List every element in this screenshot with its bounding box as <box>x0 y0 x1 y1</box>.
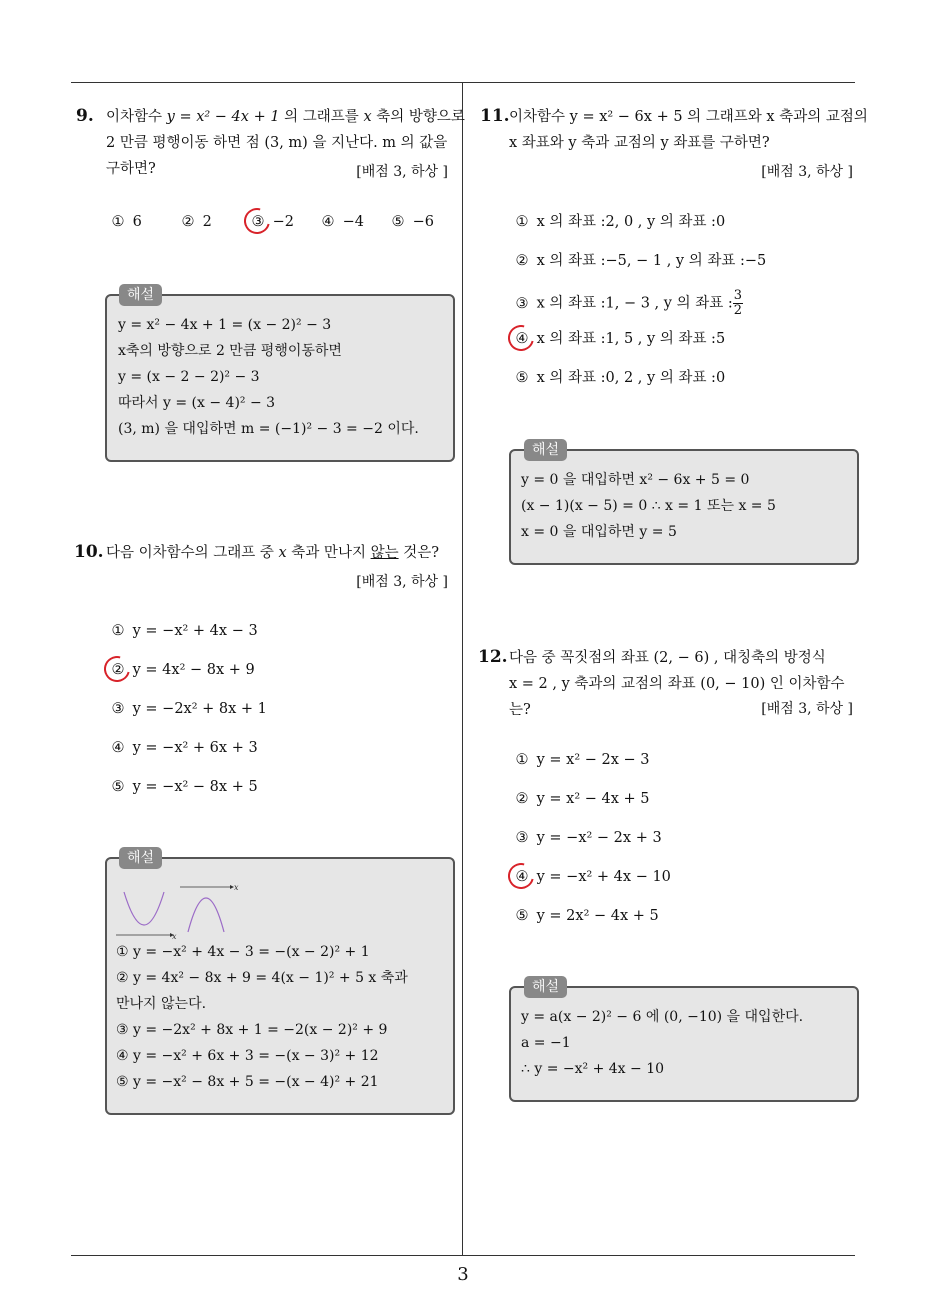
question-12-text: 다음 중 꼭짓점의 좌표 (2, − 6) , 대칭축의 방정식 x = 2 , y 축과의 교점의 좌표 (0, − 10) 인 이차함수 는? <box>509 650 845 718</box>
column-divider <box>462 83 463 1256</box>
q12-choice-5[interactable]: ⑤ y = 2x² − 4x + 5 <box>515 908 659 924</box>
parabola-sketch <box>112 878 252 940</box>
q10-choice-4[interactable]: ④ y = −x² + 6x + 3 <box>111 740 258 756</box>
q10-solution-text: ① y = −x² + 4x − 3 = −(x − 2)² + 1 ② y = 4x² − 8x + 9 = 4(x − 1)² + 5 x 축과 만나지 않는다. ③ y = −2x² + 8x + 1 = −2(x − 2)² + 9 ④ y = −x² + 6x + 3 = −(x − 3)² + 12 ⑤ y = −x² − 8x + 5 = −(x − 4)² + 21 <box>116 944 408 1090</box>
q9-score: [배점 3, 하상 ] <box>356 164 448 180</box>
question-11-text: 이차함수 y = x² − 6x + 5 의 그래프와 x 축과의 교점의 x 좌표와 y 축과 교점의 y 좌표를 구하면? <box>509 109 868 151</box>
axis-label-x-2: x <box>234 883 239 892</box>
q10-choice-1[interactable]: ① y = −x² + 4x − 3 <box>111 623 258 639</box>
q9-choice-4[interactable]: ④ −4 <box>321 214 364 230</box>
question-number-11: 11. <box>480 106 510 126</box>
q12-choice-4[interactable]: ④ y = −x² + 4x − 10 <box>512 866 671 888</box>
q12-choice-2[interactable]: ② y = x² − 4x + 5 <box>515 791 650 807</box>
question-number-12: 12. <box>478 647 508 667</box>
q11-solution-text: y = 0 을 대입하면 x² − 6x + 5 = 0 (x − 1)(x − 5) = 0 ∴ x = 1 또는 x = 5 x = 0 을 대입하면 y = 5 <box>521 472 776 540</box>
q11-choice-1[interactable]: ① x 의 좌표 :2, 0 , y 의 좌표 :0 <box>515 214 726 230</box>
q11-choice-5[interactable]: ⑤ x 의 좌표 :0, 2 , y 의 좌표 :0 <box>515 370 726 386</box>
q9-solution-text: y = x² − 4x + 1 = (x − 2)² − 3 x축의 방향으로 2 만큼 평행이동하면 y = (x − 2 − 2)² − 3 따라서 y = (x − 4)² − 3 (3, m) 을 대입하면 m = (−1)² − 3 = −2 이다. <box>118 317 419 437</box>
downward-parabola <box>188 898 224 932</box>
q9-choice-2[interactable]: ② 2 <box>181 214 212 230</box>
q12-solution-tab: 해설 <box>524 976 567 998</box>
answer-mark <box>503 320 539 356</box>
upward-parabola <box>124 892 164 925</box>
axis-1 <box>116 933 174 937</box>
question-number-9: 9. <box>76 106 94 126</box>
q12-score: [배점 3, 하상 ] <box>761 701 853 717</box>
top-rule <box>71 82 855 83</box>
question-number-10: 10. <box>74 542 104 562</box>
answer-mark <box>503 858 539 894</box>
q10-choice-2[interactable]: ② y = 4x² − 8x + 9 <box>108 659 255 681</box>
q11-score: [배점 3, 하상 ] <box>761 164 853 180</box>
answer-mark <box>239 203 275 239</box>
q11-solution-tab: 해설 <box>524 439 567 461</box>
axis-2 <box>180 885 234 889</box>
q10-choice-3[interactable]: ③ y = −2x² + 8x + 1 <box>111 701 267 717</box>
q9-choice-1[interactable]: ① 6 <box>111 214 142 230</box>
q10-solution-tab: 해설 <box>119 847 162 869</box>
q11-choice-3[interactable]: ③ x 의 좌표 :1, − 3 , y 의 좌표 : $\frac{3}{2}$ <box>515 288 742 318</box>
answer-mark <box>99 651 135 687</box>
axis-label-x-1: x <box>172 932 177 940</box>
fraction-three-halves: $\frac{3}{2}$ <box>733 288 742 318</box>
question-9-text: 이차함수 y = x² − 4x + 1 의 그래프를 x 축의 방향으로 2 만큼 평행이동 하면 점 (3, m) 을 지난다. m 의 값을 구하면? <box>106 109 465 177</box>
q10-choice-5[interactable]: ⑤ y = −x² − 8x + 5 <box>111 779 258 795</box>
q9-choice-5[interactable]: ⑤ −6 <box>391 214 434 230</box>
bottom-rule <box>71 1255 855 1256</box>
question-10-text: 다음 이차함수의 그래프 중 x 축과 만나지 않는 것은? <box>106 545 439 561</box>
q9-choice-3[interactable]: ③ −2 <box>248 211 294 233</box>
q11-choice-4[interactable]: ④ x 의 좌표 :1, 5 , y 의 좌표 :5 <box>512 328 725 350</box>
q12-choice-1[interactable]: ① y = x² − 2x − 3 <box>515 752 650 768</box>
q9-solution-tab: 해설 <box>119 284 162 306</box>
q12-choice-3[interactable]: ③ y = −x² − 2x + 3 <box>515 830 662 846</box>
page-number: 3 <box>457 1264 469 1285</box>
q10-score: [배점 3, 하상 ] <box>356 574 448 590</box>
q12-solution-text: y = a(x − 2)² − 6 에 (0, −10) 을 대입한다. a = −1 ∴ y = −x² + 4x − 10 <box>521 1009 804 1077</box>
q11-choice-2[interactable]: ② x 의 좌표 :−5, − 1 , y 의 좌표 :−5 <box>515 253 767 269</box>
